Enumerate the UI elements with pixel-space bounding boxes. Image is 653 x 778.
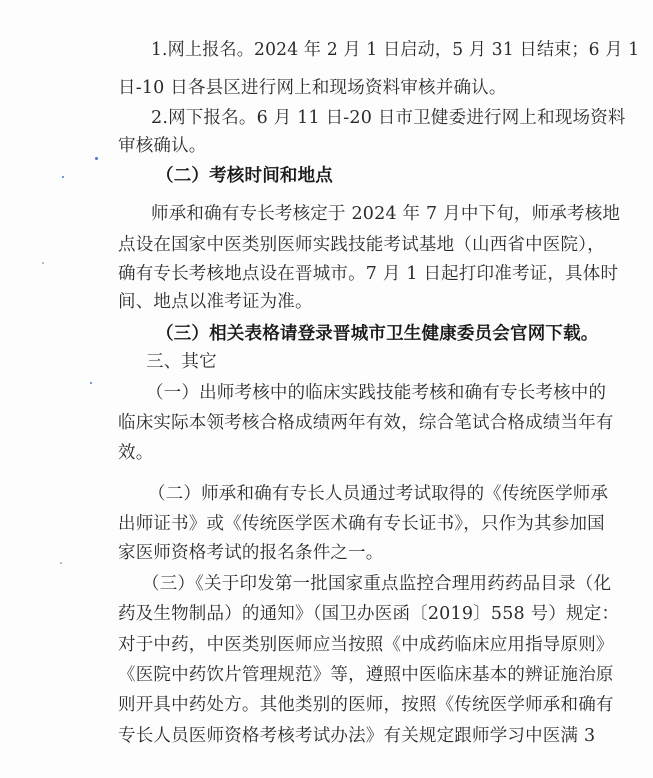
paragraph-other-1-line1: （一）出师考核中的临床实践技能考核和确有专长考核中的 (146, 383, 607, 403)
paragraph-other-2-line1: （二）师承和确有专长人员通过考试取得的《传统医学师承 (148, 484, 609, 504)
paragraph-offline-registration-line2: 审核确认。 (118, 136, 207, 156)
scan-speck (42, 262, 44, 264)
paragraph-online-registration-line1: 1.网上报名。2024 年 2 月 1 日启动，5 月 31 日结束；6 月 1 (151, 40, 640, 60)
paragraph-online-registration-line2: 日-10 日各县区进行网上和现场资料审核并确认。 (118, 78, 507, 98)
paragraph-exam-time-line2: 点设在国家中医类别医师实践技能考试基地（山西省中医院）， (118, 235, 605, 255)
paragraph-exam-time-line3: 确有专长考核地点设在晋城市。7 月 1 日起打印准考证，具体时 (118, 264, 619, 284)
paragraph-other-1-line2: 临床实际本领考核合格成绩两年有效，综合笔试合格成绩当年有 (118, 413, 614, 433)
scan-speck (60, 562, 62, 564)
paragraph-other-2-line3: 家医师资格考试的报名条件之一。 (118, 543, 384, 563)
section-heading-exam-time-place: （二）考核时间和地点 (156, 166, 333, 186)
section-heading-other: 三、其它 (146, 352, 217, 372)
paragraph-offline-registration-line1: 2.网下报名。6 月 11 日-20 日市卫健委进行网上和现场资料 (151, 108, 626, 128)
paragraph-other-2-line2: 出师证书》或《传统医学医术确有专长证书》，只作为其参加国 (118, 514, 605, 534)
paragraph-other-1-line3: 效。 (118, 443, 154, 463)
paragraph-exam-time-line1: 师承和确有专长考核定于 2024 年 7 月中下旬，师承考核地 (151, 204, 621, 224)
paragraph-other-3-line1: （三）《关于印发第一批国家重点监控合理用药药品目录（化 (142, 574, 612, 594)
section-heading-forms-download: （三）相关表格请登录晋城市卫生健康委员会官网下载。 (156, 324, 599, 344)
paragraph-other-3-line3: 对于中药，中医类别医师应当按照《中成药临床应用指导原则》 (118, 635, 614, 655)
scan-speck (62, 176, 64, 178)
scan-speck (90, 382, 92, 384)
scan-speck (95, 157, 98, 160)
paragraph-other-3-line5: 则开具中药处方。其他类别的医师，按照《传统医学师承和确有 (118, 695, 614, 715)
paragraph-other-3-line2: 药及生物制品）的通知》（国卫办医函〔2019〕558 号）规定： (118, 604, 620, 624)
paragraph-other-3-line6: 专长人员医师资格考核考试办法》有关规定跟师学习中医满 3 (118, 726, 596, 746)
paragraph-other-3-line4: 《医院中药饮片管理规范》等，遵照中医临床基本的辨证施治原 (118, 665, 614, 685)
paragraph-exam-time-line4: 间、地点以准考证为准。 (118, 292, 313, 312)
